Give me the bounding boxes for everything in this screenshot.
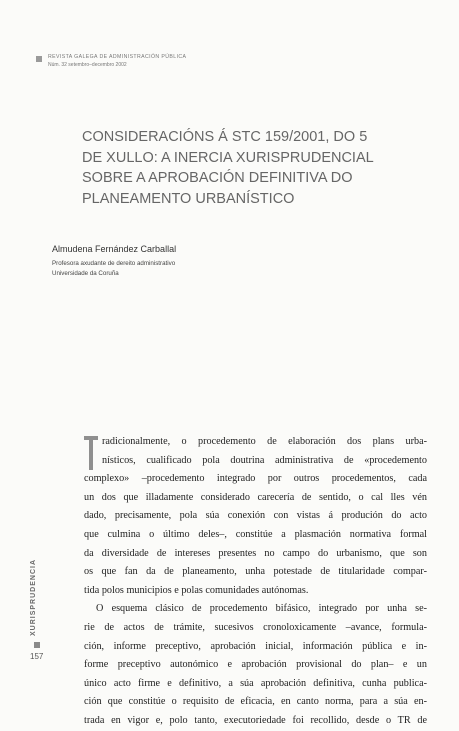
body-line: ción que constitúe o requisito de eficacia, en canto norma, para a súa en- xyxy=(84,696,427,708)
body-line: os que fan da de planeamento, unha potestade de titularidade compar- xyxy=(84,566,427,578)
body-line: radicionalmente, o procedemento de elaboración dos plans urba- xyxy=(102,436,427,447)
body-line: que culmina o último deles–, constitúe a plasmación normativa formal xyxy=(84,528,427,540)
title-line: CONSIDERACIÓNS Á STC 159/2001, DO 5 xyxy=(82,129,368,145)
article-body xyxy=(84,433,427,731)
body-line: dado, precisamente, pola súa conexión con vistas á produción do acto xyxy=(84,510,427,522)
page-number: 157 xyxy=(30,652,44,661)
body-line: da diversidade de intereses presentes no campo do urbanismo, que son xyxy=(84,547,427,559)
journal-name: REVISTA GALEGA DE ADMINISTRACIÓN PÚBLICA xyxy=(48,54,187,60)
issue-info: Núm. 32 setembro–decembro 2002 xyxy=(48,62,127,68)
author-institution: Universidade da Coruña xyxy=(52,270,119,277)
body-line: un dos que illadamente considerado carecería de sentido, o cal lles vén xyxy=(84,491,427,503)
author-position: Profesora axudante de dereito administrativo xyxy=(52,260,176,267)
author-name: Almudena Fernández Carballal xyxy=(52,244,177,254)
header-square-mark xyxy=(36,56,42,62)
title-line: DE XULLO: A INERCIA XURISPRUDENCIAL xyxy=(82,149,374,166)
article-title xyxy=(82,127,432,209)
body-line: tida polos municipios e polas comunidades autónomas. xyxy=(84,584,309,596)
section-label: XURISPRUDENCIA xyxy=(30,558,37,636)
body-line: O esquema clásico de procedemento bifásico, integrado por unha se- xyxy=(96,603,427,615)
body-line: trada en vigor e, polo tanto, executoriedade foi recollido, desde o TR de xyxy=(84,714,427,726)
title-line: SOBRE A APROBACIÓN DEFINITIVA DO xyxy=(82,170,353,186)
body-line: nísticos, cualificado pola doutrina administrativa de «procedemento xyxy=(102,454,427,466)
body-line: rie de actos de trámite, sucesivos cronoloxicamente –avance, formula- xyxy=(84,621,427,633)
title-line: PLANEAMENTO URBANÍSTICO xyxy=(82,190,295,207)
body-line: forme preceptivo autonómico e aprobación provisional do plan– e un xyxy=(84,659,427,671)
body-line: complexo» –procedemento integrado por outros procedementos, cada xyxy=(84,473,427,485)
body-line: único acto firme e definitivo, a súa aprobación definitiva, cunha publica- xyxy=(84,677,427,689)
section-square-mark xyxy=(34,642,40,648)
body-line: ción, informe preceptivo, aprobación inicial, información pública e in- xyxy=(84,640,427,652)
